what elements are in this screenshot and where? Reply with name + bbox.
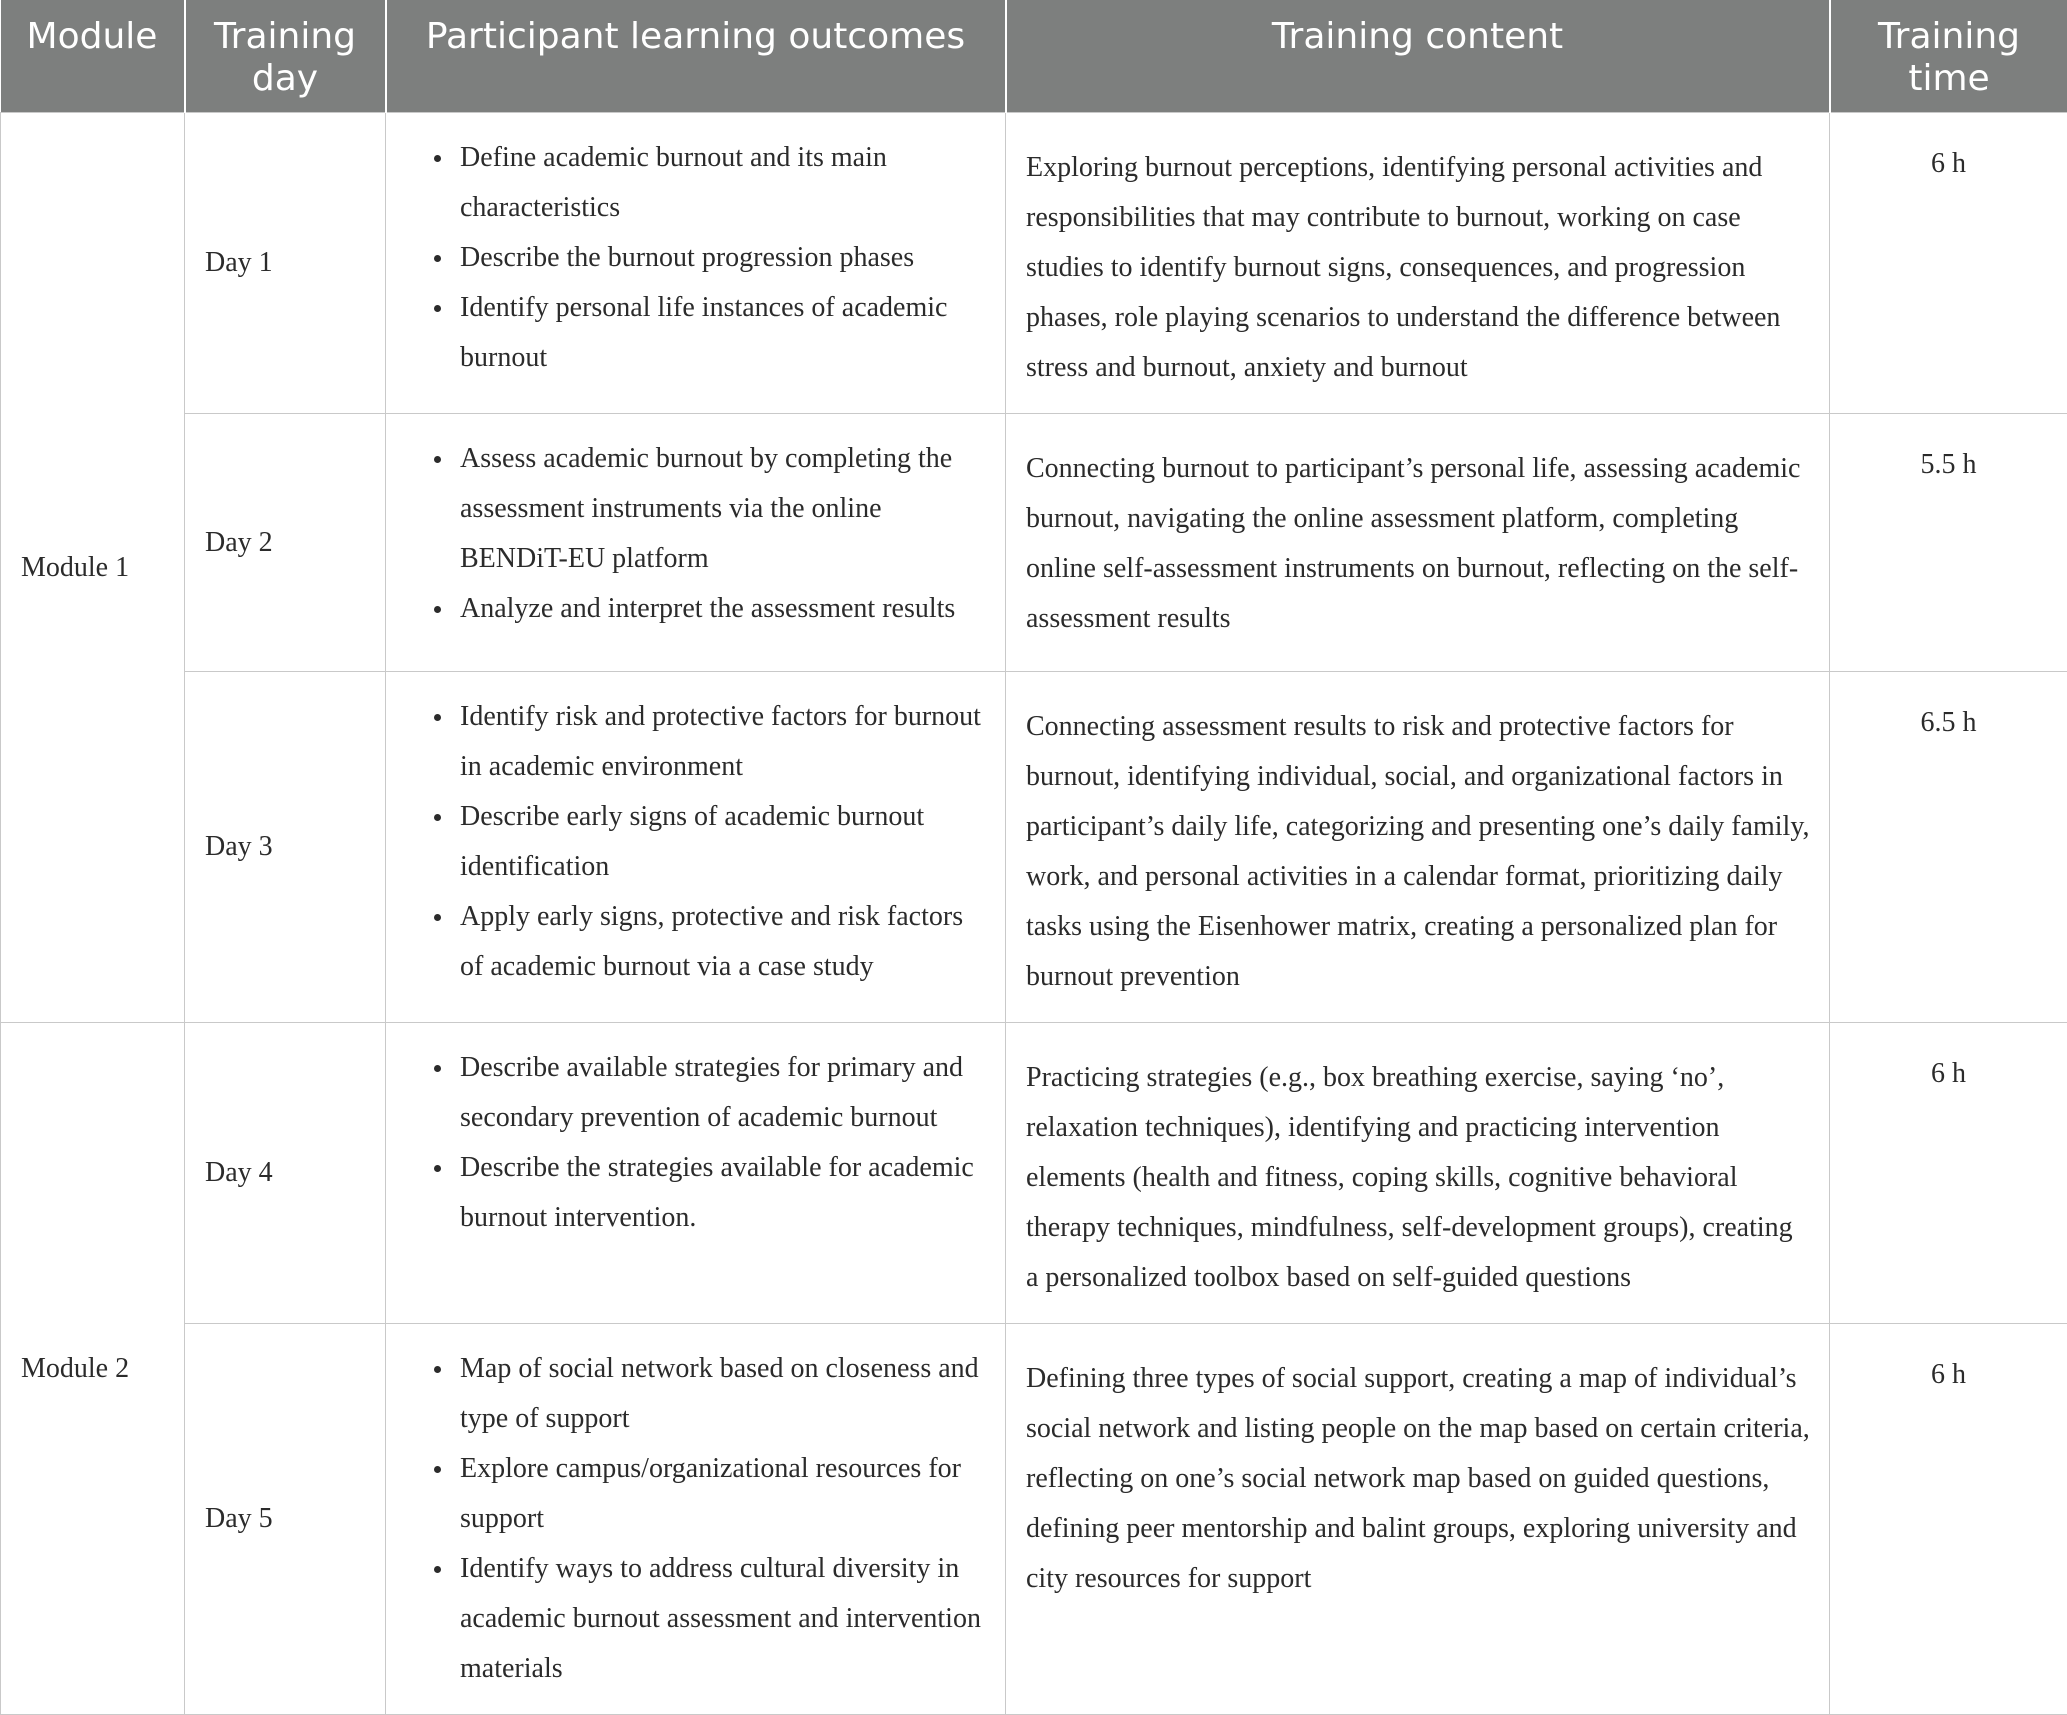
outcomes-list (406, 133, 989, 383)
day-cell: Day 4 (185, 1023, 386, 1324)
outcomes-list (406, 434, 989, 634)
time-cell: 6 h (1830, 113, 2067, 414)
header-outcomes: Participant learning outcomes (386, 0, 1006, 113)
outcome-item: Describe the burnout progression phases (436, 233, 989, 283)
table-row (1, 1023, 2067, 1324)
header-training-day: Training day (185, 0, 386, 113)
outcomes-cell (386, 672, 1006, 1023)
table-row (1, 113, 2067, 414)
time-cell: 6 h (1830, 1324, 2067, 1715)
outcome-item: Describe available strategies for primary and secondary prevention of academic burnout (436, 1043, 989, 1143)
content-cell: Connecting assessment results to risk and protective factors for burnout, identifying individual, social, and organizational factors in participant’s daily life, categorizing and presenting one’s daily family, work, and personal activities in a calendar format, prioritizing daily tasks using the Eisenhower matrix, creating a personalized plan for burnout prevention (1006, 672, 1830, 1023)
table-body (1, 113, 2067, 1715)
outcome-item: Map of social network based on closeness and type of support (436, 1344, 989, 1444)
header-module: Module (1, 0, 185, 113)
outcomes-list (406, 1043, 989, 1243)
outcomes-cell (386, 414, 1006, 672)
outcomes-cell (386, 113, 1006, 414)
content-cell: Practicing strategies (e.g., box breathing exercise, saying ‘no’, relaxation techniques), identifying and practicing intervention elements (health and fitness, coping skills, cognitive behavioral therapy techniques, mindfulness, self-development groups), creating a personalized toolbox based on self-guided questions (1006, 1023, 1830, 1324)
outcome-item: Identify ways to address cultural diversity in academic burnout assessment and intervention materials (436, 1544, 989, 1694)
day-cell: Day 1 (185, 113, 386, 414)
day-cell: Day 3 (185, 672, 386, 1023)
table-row (1, 1324, 2067, 1715)
outcomes-list (406, 1344, 989, 1694)
outcome-item: Identify personal life instances of academic burnout (436, 283, 989, 383)
table-row (1, 672, 2067, 1023)
module-cell: Module 2 (1, 1023, 185, 1715)
table-header (1, 0, 2067, 113)
table-row (1, 414, 2067, 672)
outcome-item: Identify risk and protective factors for burnout in academic environment (436, 692, 989, 792)
outcomes-list (406, 692, 989, 992)
outcome-item: Assess academic burnout by completing the assessment instruments via the online BENDiT-EU platform (436, 434, 989, 584)
header-training-time: Training time (1830, 0, 2067, 113)
time-cell: 6 h (1830, 1023, 2067, 1324)
outcomes-cell (386, 1324, 1006, 1715)
content-cell: Exploring burnout perceptions, identifying personal activities and responsibilities that may contribute to burnout, working on case studies to identify burnout signs, consequences, and progression phases, role playing scenarios to understand the difference between stress and burnout, anxiety and burnout (1006, 113, 1830, 414)
content-cell: Connecting burnout to participant’s personal life, assessing academic burnout, navigating the online assessment platform, completing online self-assessment instruments on burnout, reflecting on the self-assessment results (1006, 414, 1830, 672)
day-cell: Day 5 (185, 1324, 386, 1715)
outcomes-cell (386, 1023, 1006, 1324)
outcome-item: Describe early signs of academic burnout identification (436, 792, 989, 892)
outcome-item: Apply early signs, protective and risk factors of academic burnout via a case study (436, 892, 989, 992)
outcome-item: Explore campus/organizational resources for support (436, 1444, 989, 1544)
outcome-item: Define academic burnout and its main characteristics (436, 133, 989, 233)
day-cell: Day 2 (185, 414, 386, 672)
content-cell: Defining three types of social support, creating a map of individual’s social network and listing people on the map based on certain criteria, reflecting on one’s social network map based on guided questions, defining peer mentorship and balint groups, exploring university and city resources for support (1006, 1324, 1830, 1715)
module-cell: Module 1 (1, 113, 185, 1023)
header-content: Training content (1006, 0, 1830, 113)
outcome-item: Analyze and interpret the assessment results (436, 584, 989, 634)
outcome-item: Describe the strategies available for academic burnout intervention. (436, 1143, 989, 1243)
time-cell: 6.5 h (1830, 672, 2067, 1023)
time-cell: 5.5 h (1830, 414, 2067, 672)
